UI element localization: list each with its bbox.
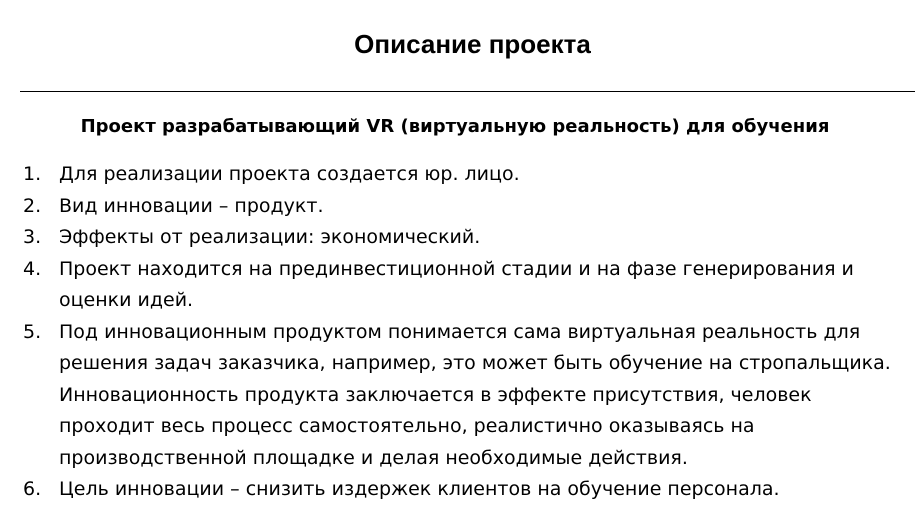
list-item-number: 1. (23, 163, 42, 185)
list-item-text: Проект находится на прединвестиционной стадии и на фазе генерирования и оценки идей. (59, 257, 854, 311)
list-item-number: 2. (23, 194, 42, 217)
project-description-list (0, 159, 915, 506)
project-subtitle: Проект разрабатывающий VR (виртуальную реальность) для обучения (80, 116, 830, 137)
list-item (0, 191, 915, 223)
list-item-text: Вид инновации – продукт. (59, 194, 324, 217)
list-item (0, 317, 915, 475)
list-item (0, 159, 915, 191)
list-item-number: 6. (23, 478, 42, 500)
list-item-text: Эффекты от реализации: экономический. (59, 226, 481, 248)
list-item (0, 474, 915, 506)
list-item-text: Для реализации проекта создается юр. лицо. (59, 163, 520, 185)
list-item-number: 5. (23, 320, 42, 343)
list-item-text: Цель инновации – снизить издержек клиентов на обучение персонала. (59, 478, 780, 500)
list-item (0, 254, 915, 317)
page-title: Описание проекта (354, 29, 591, 59)
list-item-number: 3. (23, 226, 42, 248)
title-divider (20, 91, 915, 92)
list-item-number: 4. (23, 257, 42, 280)
list-item-text: Под инновационным продуктом понимается сама виртуальная реальность для решения задач заказчика, например, это может быть обучение на стропальщика. Инновационность продукта заключается в эффекте присутствия, человек проходит весь процесс самостоятельно, реалистично оказываясь на производственной площадке и делая необходимые действия. (59, 320, 891, 469)
list-item (0, 222, 915, 254)
